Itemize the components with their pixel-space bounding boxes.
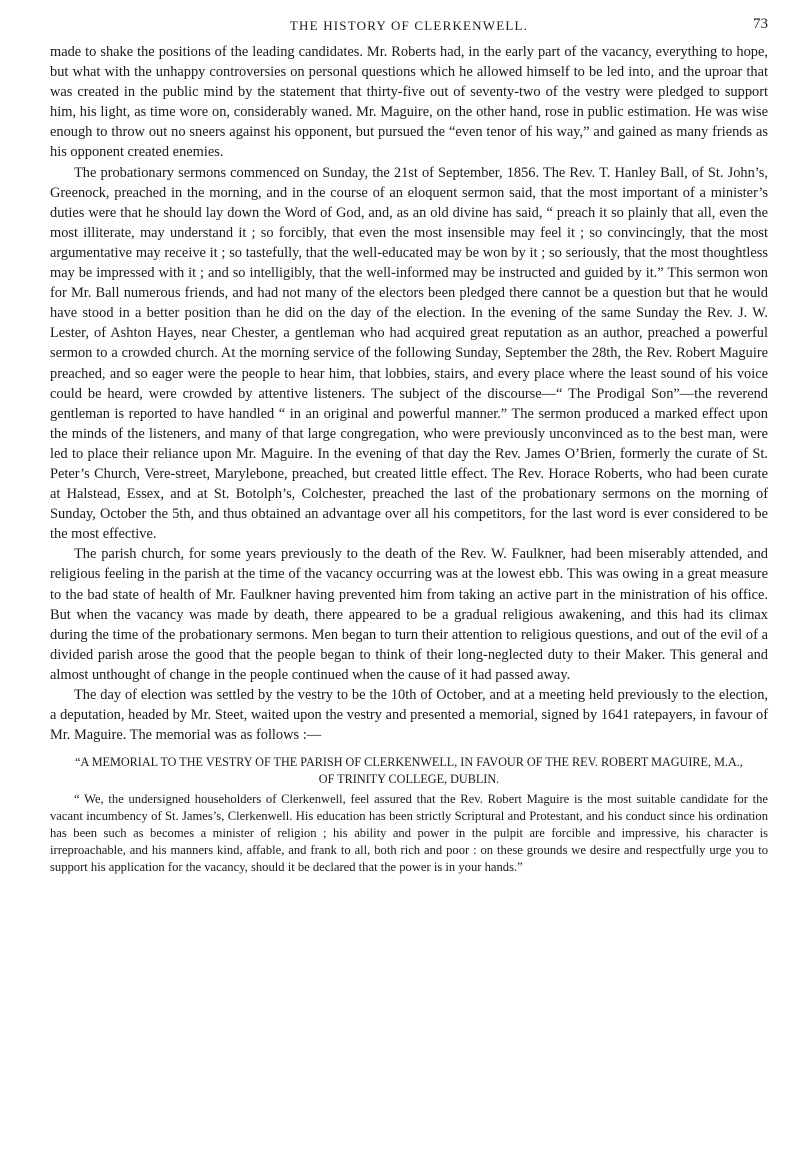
running-header: [50, 14, 768, 36]
book-page: [50, 14, 768, 876]
memorial-heading: [50, 754, 768, 787]
paragraph-probationary-sermons: The probationary sermons commenced on Sunday, the 21st of September, 1856. The Rev. T. Hanley Ball, of St. John’s, Greenock, preached in the morning, and in the course of an eloquent sermon said, that the most important of a minister’s duties were that he should lay down the Word of God, and, as an old divine has said, “ preach it so plainly that all, even the most illiterate, may understand it ; so forcibly, that even the most insensible may feel it ; so convincingly, that the most argumentative may receive it ; so tastefully, that the well-educated may be won by it ; so seriously, that the most thoughtless may be impressed with it ; and so intelligibly, that the well-informed may be instructed and guided by it.” This sermon won for Mr. Ball numerous friends, and had not many of the electors been pledged there cannot be a question but that he would have stood in a better position than he did on the day of the election. In the evening of the same Sunday the Rev. J. W. Lester, of Ashton Hayes, near Chester, a gentleman who had acquired great reputation as an author, preached a powerful sermon to a crowded church. At the morning service of the following Sunday, September the 28th, the Rev. Robert Maguire preached, and so eager were the people to hear him, that lobbies, stairs, and every place where the least sound of his voice could be heard, were crowded by attentive listeners. The subject of the discourse—“ The Prodigal Son”—the reverend gentleman is reported to have handled “ in an original and powerful manner.” The sermon produced a marked effect upon the minds of the listeners, and many of that large congregation, who were previously unconvinced as to the best man, were led to place their reliance upon Mr. Maguire. In the evening of that day the Rev. James O’Brien, formerly the curate of St. Peter’s Church, Vere-street, Marylebone, preached, but created little effect. The Rev. Horace Roberts, who had been curate at Halstead, Essex, and at St. Botolph’s, Colchester, preached the last of the probationary sermons on the morning of Sunday, October the 5th, and thus obtained an advantage over all his competitors, for the last word is ever considered to be the most effective.: [50, 164, 768, 543]
memorial-heading-line1: “A MEMORIAL TO THE VESTRY OF THE PARISH OF CLERKENWELL, IN FAVOUR OF THE REV. ROBERT MAGUIRE, M.A.,: [75, 755, 743, 770]
running-title: THE HISTORY OF CLERKENWELL.: [289, 18, 529, 33]
body-text: [50, 42, 768, 745]
memorial-heading-line2: OF TRINITY COLLEGE, DUBLIN.: [318, 771, 500, 786]
paragraph-parish-church: The parish church, for some years previously to the death of the Rev. W. Faulkner, had been miserably attended, and religious feeling in the parish at the time of the vacancy occurring was at the lowest ebb. This was owing in a great measure to the bad state of health of Mr. Faulkner having prevented him from taking an active part in the ministration of his office. But when the vacancy was made by death, there appeared to be a gradual religious awakening, and this had its climax during the time of the probationary sermons. Men began to turn their attention to religious questions, and out of the evil of a divided parish arose the good that the people began to think of their long-neglected duty to their Maker. This general and almost unthought of change in the people continued when the cause of it had passed away.: [50, 546, 768, 683]
paragraph-election-day: The day of election was settled by the vestry to be the 10th of October, and at a meeting held previously to the election, a deputation, headed by Mr. Steet, waited upon the vestry and presented a memorial, signed by 1641 ratepayers, in favour of Mr. Maguire. The memorial was as follows :—: [50, 687, 768, 744]
paragraph-continuation: made to shake the positions of the leading candidates. Mr. Roberts had, in the early part of the vacancy, everything to hope, but what with the unhappy controversies on personal questions which he allowed himself to be led into, and the uproar that was created in the public mind by the statement that thirty-five out of seventy-two of the vestry were pledged to support him, his light, as time wore on, considerably waned. Mr. Maguire, on the other hand, rose in public estimation. He was wise enough to throw out no sneers against his opponent, but pursued the “even tenor of his way,” and gained as many friends as his opponent created enemies.: [50, 44, 768, 161]
memorial-body: “ We, the undersigned householders of Clerkenwell, feel assured that the Rev. Robert Maguire is the most suitable candidate for the vacant incumbency of St. James’s, Clerkenwell. His education has been strictly Scriptural and Protestant, and his conduct since his ordination has been such as becomes a minister of religion ; his ability and power in the pulpit are forcible and impressive, his character is irreproachable, and his manners kind, affable, and frank to all, both rich and poor : on these grounds we desire and respectfully urge you to support his application for the vacancy, should it be declared that the power is in your hands.”: [50, 792, 768, 875]
page-number: 73: [753, 16, 768, 32]
